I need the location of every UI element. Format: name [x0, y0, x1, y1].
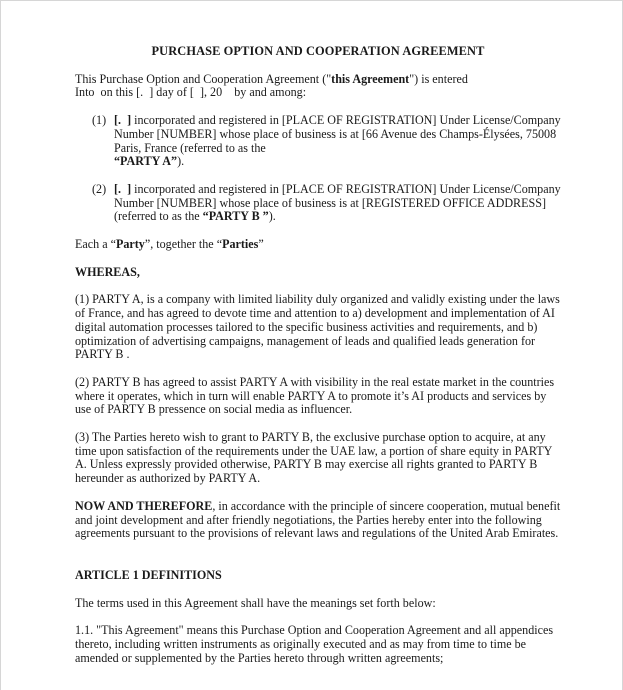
intro-text-pre: This Purchase Option and Cooperation Agreement ("	[75, 71, 332, 86]
definition-1-1: 1.1. "This Agreement" means this Purchase Option and Cooperation Agreement and all appendices thereto, including written instruments as originally executed and as may from time to time be amended or supplemented by the Parties hereto through written agreements;	[75, 623, 554, 665]
party-a-number: (1)	[92, 113, 107, 128]
party-a-end: ).	[177, 154, 185, 169]
party-b-bracket: [. ]	[114, 181, 132, 196]
recital-1: (1) PARTY A, is a company with limited liability duly organized and validly existing under the laws of France, and has agreed to devote time and attention to a) development and implementation of AI digital automation processes tailored to the specific business activities and requirements, and b) optimization of advertising campaigns, management of leads and qualified leads generation for PARTY B .	[75, 292, 560, 362]
parties-term: Parties	[222, 237, 259, 252]
party-a-label: “PARTY A”	[114, 154, 178, 169]
intro-line-2: Into on this [. ] day of [ ], 20 by and among:	[75, 85, 307, 100]
party-a-clause	[92, 114, 561, 169]
party-a-text: incorporated and registered in [PLACE OF REGISTRATION] Under License/Company Number [NUMBER] whose place of business is at [66 Avenue des Champs-Élysées, 75008 Paris, France (referred to as the	[114, 113, 561, 155]
intro-text-bold: this Agreement	[331, 71, 410, 86]
parties-definition-line: Each a “Party”, together the “Parties”	[75, 237, 264, 252]
party-a-bracket: [. ]	[114, 113, 132, 128]
party-term: Party	[115, 237, 145, 252]
party-b-text: incorporated and registered in [PLACE OF REGISTRATION] Under License/Company Number [NUMBER] whose place of business is at [REGISTERED OFFICE ADDRESS] (referred to as the	[114, 181, 561, 224]
now-therefore-paragraph	[75, 500, 561, 541]
recital-3: (3) The Parties hereto wish to grant to PARTY B, the exclusive purchase option to acquire, at any time upon satisfaction of the requirements under the UAE law, a portion of share equity in PARTY A. Unless expressly provided otherwise, PARTY B may exercise all rights granted to PARTY B hereunder as authorized by PARTY A.	[75, 430, 552, 486]
party-b-end: ).	[268, 209, 276, 224]
intro-paragraph	[75, 73, 561, 100]
whereas-heading: WHEREAS,	[75, 264, 140, 279]
article-1-heading: ARTICLE 1 DEFINITIONS	[75, 567, 222, 582]
party-b-label: “PARTY B ”	[202, 209, 269, 224]
party-b-clause	[92, 183, 561, 224]
intro-text-post: ") is entered	[409, 71, 468, 86]
document-body	[75, 45, 561, 666]
now-therefore-text: , in accordance with the principle of sincere cooperation, mutual benefit and joint development and after friendly negotiations, the Parties hereby enter into the following agreements pursuant to the provisions of relevant laws and regulations of the United Arab Emirates.	[75, 498, 561, 541]
now-therefore-bold: NOW AND THEREFORE	[75, 498, 213, 513]
document-title: PURCHASE OPTION AND COOPERATION AGREEMENT	[151, 44, 485, 58]
recital-2: (2) PARTY B has agreed to assist PARTY A with visibility in the real estate market in the countries where it operates, which in turn will enable PARTY A to promote it’s AI products and services by use of PARTY B pressence on social media as influencer.	[75, 374, 555, 417]
article-1-intro: The terms used in this Agreement shall have the meanings set forth below:	[75, 595, 436, 610]
party-b-number: (2)	[92, 181, 107, 196]
